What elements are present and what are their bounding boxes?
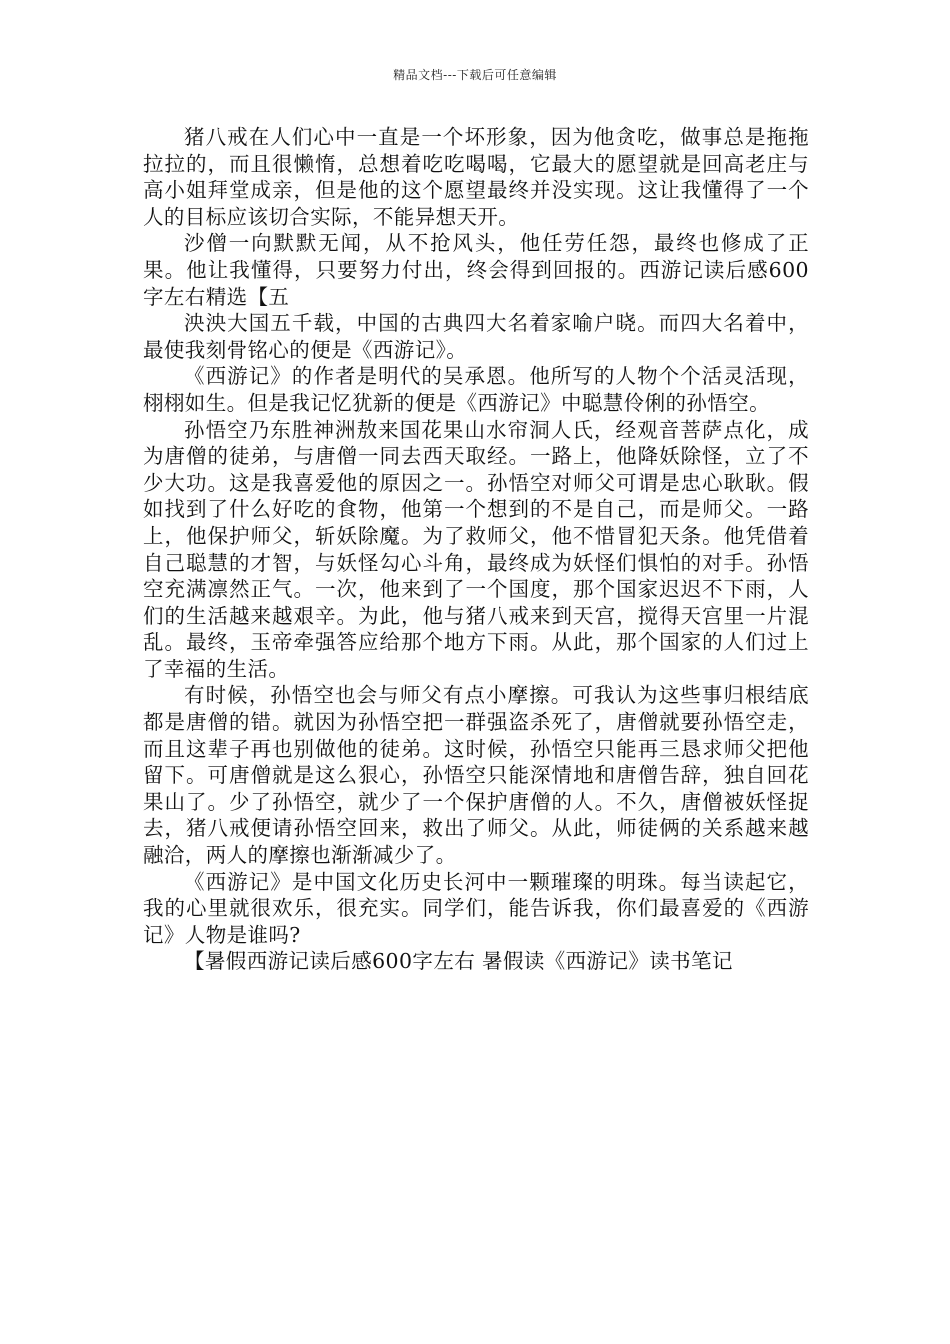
article-body [143, 124, 809, 975]
page-header: 精品文档---下载后可任意编辑 [393, 68, 557, 82]
paragraph-conclusion: 《西游记》是中国文化历史长河中一颗璀璨的明珠。每当读起它，我的心里就很欢乐，很充实。同学们，能告诉我，你们最喜爱的《西游记》人物是谁吗? [143, 869, 809, 947]
paragraph-author: 《西游记》的作者是明代的吴承恩。他所写的人物个个活灵活现，栩栩如生。但是我记忆犹新的便是《西游记》中聪慧伶俐的孙悟空。 [143, 364, 809, 415]
paragraph-conflict: 有时候，孙悟空也会与师父有点小摩擦。可我认为这些事归根结底都是唐僧的错。就因为孙悟空把一群强盗杀死了，唐僧就要孙悟空走，而且这辈子再也别做他的徒弟。这时候，孙悟空只能再三恳求师父把他留下。可唐僧就是这么狠心，孙悟空只能深情地和唐僧告辞，独自回花果山了。少了孙悟空，就少了一个保护唐僧的人。不久，唐僧被妖怪捉去，猪八戒便请孙悟空回来，救出了师父。从此，师徒俩的关系越来越融洽，两人的摩擦也渐渐减少了。 [143, 683, 809, 868]
paragraph-sunwukong: 孙悟空乃东胜神洲敖来国花果山水帘洞人氏，经观音菩萨点化，成为唐僧的徒弟，与唐僧一同去西天取经。一路上，他降妖除怪，立了不少大功。这是我喜爱他的原因之一。孙悟空对师父可谓是忠心耿耿。假如找到了什么好吃的食物，他第一个想到的不是自己，而是师父。一路上，他保护师父，斩妖除魔。为了救师父，他不惜冒犯天条。他凭借着自己聪慧的才智，与妖怪勾心斗角，最终成为妖怪们惧怕的对手。孙悟空充满凛然正气。一次，他来到了一个国度，那个国家迟迟不下雨，人们的生活越来越艰辛。为此，他与猪八戒来到天宫，搅得天宫里一片混乱。最终，玉帝牵强答应给那个地方下雨。从此，那个国家的人们过上了幸福的生活。 [143, 417, 809, 681]
paragraph-shaseng: 沙僧一向默默无闻，从不抢风头，他任劳任怨，最终也修成了正果。他让我懂得，只要努力付出，终会得到回报的。西游记读后感600字左右精选【五 [143, 231, 809, 309]
paragraph-footer-title: 【暑假西游记读后感600字左右 暑假读《西游记》读书笔记 [184, 949, 733, 974]
paragraph-zhubajie: 猪八戒在人们心中一直是一个坏形象，因为他贪吃，做事总是拖拖拉拉的，而且很懒惰，总想着吃吃喝喝，它最大的愿望就是回高老庄与高小姐拜堂成亲，但是他的这个愿望最终并没实现。这让我懂得了一个人的目标应该切合实际，不能异想天开。 [143, 125, 809, 229]
paragraph-intro: 泱泱大国五千载，中国的古典四大名着家喻户晓。而四大名着中，最使我刻骨铭心的便是《西游记》。 [143, 311, 809, 362]
